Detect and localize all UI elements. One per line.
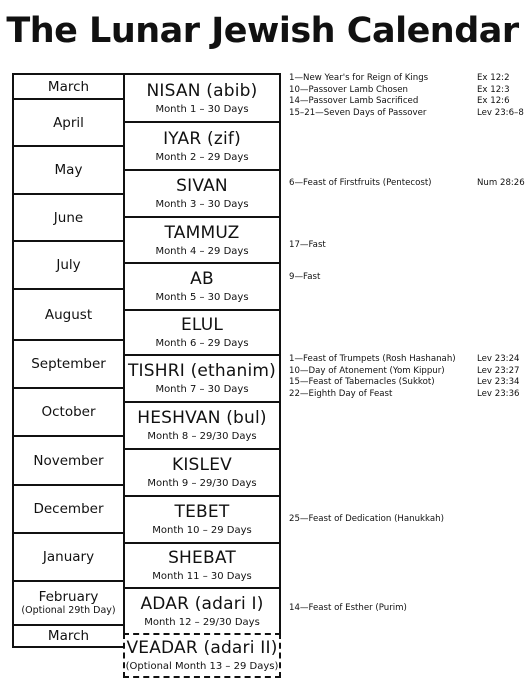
gregorian-month-name: April: [53, 114, 84, 131]
gregorian-month-name: March: [47, 78, 90, 95]
hebrew-month-length: Month 8 – 29/30 Days: [147, 431, 257, 442]
event-row: [289, 178, 525, 190]
hebrew-month-cell: [123, 354, 281, 403]
event-row: [289, 107, 524, 120]
event-text: 14—Passover Lamb Sacrificed: [289, 96, 419, 107]
event-reference: Ex 12:3: [477, 84, 510, 95]
event-row: [289, 354, 521, 366]
hebrew-month-name: IYAR (zif): [163, 128, 241, 149]
event-reference: Ex 12:2: [477, 73, 510, 83]
gregorian-month-cell: [12, 73, 125, 100]
hebrew-month-length: Month 9 – 29/30 Days: [147, 478, 257, 489]
hebrew-month-length: Month 11 – 30 Days: [152, 571, 252, 582]
event-row: [289, 514, 521, 526]
gregorian-month-name: August: [44, 306, 93, 323]
event-text: 9—Fast: [289, 272, 321, 282]
gregorian-month-cell: [12, 339, 125, 389]
gregorian-month-name: May: [54, 162, 83, 178]
gregorian-month-name: October: [41, 404, 96, 420]
hebrew-month-cell: [123, 448, 281, 497]
gregorian-month-name: February: [38, 589, 99, 605]
events-tebet: [289, 514, 521, 526]
hebrew-month-name: ADAR (adari I): [140, 593, 264, 614]
hebrew-month-cell: [123, 262, 281, 311]
gregorian-month-cell: [12, 288, 125, 341]
event-row: [289, 240, 521, 252]
hebrew-month-name: TEBET: [174, 502, 230, 522]
hebrew-month-name: TAMMUZ: [164, 222, 240, 243]
event-row: [289, 603, 521, 615]
hebrew-month-cell: [123, 169, 281, 218]
gregorian-month-name: December: [33, 501, 104, 517]
hebrew-month-length: Month 12 – 29/30 Days: [144, 616, 260, 628]
gregorian-month-cell: [12, 580, 125, 626]
hebrew-month-name: ELUL: [180, 315, 224, 335]
hebrew-month-name: HESHVAN (bul): [137, 408, 267, 428]
gregorian-month-name: September: [31, 356, 106, 372]
event-text: 15—Feast of Tabernacles (Sukkot): [289, 377, 435, 388]
event-row: [289, 366, 521, 378]
hebrew-month-length: Month 1 – 30 Days: [155, 103, 249, 115]
hebrew-month-length: Month 7 – 30 Days: [155, 384, 249, 395]
hebrew-month-cell: [123, 401, 281, 450]
hebrew-month-cell: [123, 495, 281, 544]
event-text: 10—Passover Lamb Chosen: [289, 84, 408, 95]
event-text: 1—Feast of Trumpets (Rosh Hashanah): [289, 354, 456, 364]
event-row: [289, 377, 521, 389]
gregorian-month-cell: [12, 145, 125, 195]
gregorian-month-cell: [12, 435, 125, 486]
gregorian-month-name: March: [47, 628, 90, 644]
event-reference: Num 28:26: [477, 178, 525, 188]
hebrew-month-length: Month 10 – 29 Days: [152, 525, 252, 536]
hebrew-month-length: Month 2 – 29 Days: [155, 151, 249, 163]
event-text: 25—Feast of Dedication (Hanukkah): [289, 514, 444, 524]
hebrew-month-length: (Optional Month 13 – 29 Days): [125, 661, 279, 672]
event-reference: Lev 23:34: [477, 377, 520, 388]
events-sivan: [289, 178, 525, 190]
event-text: 15–21—Seven Days of Passover: [289, 107, 427, 118]
gregorian-month-cell: [12, 98, 125, 147]
event-reference: Lev 23:27: [477, 365, 520, 376]
event-row: [289, 389, 521, 401]
event-row: [289, 272, 521, 284]
gregorian-month-note: (Optional 29th Day): [21, 605, 116, 616]
hebrew-month-name: TISHRI (ethanim): [127, 361, 277, 381]
gregorian-month-name: November: [33, 452, 104, 469]
event-reference: Lev 23:24: [477, 354, 520, 364]
hebrew-month-length: Month 3 – 30 Days: [155, 199, 249, 210]
gregorian-month-name: January: [42, 549, 95, 565]
hebrew-leap-month-cell: [123, 633, 281, 678]
hebrew-month-cell: [123, 121, 281, 171]
hebrew-month-name: VEADAR (adari II): [126, 638, 278, 658]
gregorian-month-cell: [12, 624, 125, 648]
event-text: 22—Eighth Day of Feast: [289, 388, 393, 399]
gregorian-month-cell: [12, 532, 125, 582]
page-title: The Lunar Jewish Calendar: [6, 11, 519, 51]
event-reference: Lev 23:6–8: [477, 107, 524, 118]
hebrew-month-cell: [123, 542, 281, 589]
event-row: [289, 73, 521, 85]
event-text: 17—Fast: [289, 240, 326, 250]
hebrew-month-length: Month 5 – 30 Days: [155, 292, 249, 303]
gregorian-month-cell: [12, 240, 125, 290]
gregorian-month-cell: [12, 484, 125, 534]
hebrew-month-cell: [123, 309, 281, 356]
gregorian-month-name: June: [53, 209, 84, 226]
hebrew-month-cell: [123, 73, 281, 123]
hebrew-month-name: AB: [190, 269, 214, 289]
gregorian-month-name: July: [56, 257, 81, 273]
event-reference: Ex 12:6: [477, 96, 510, 107]
event-text: 6—Feast of Firstfruits (Pentecost): [289, 178, 432, 188]
event-reference: Lev 23:36: [477, 388, 520, 399]
gregorian-month-cell: [12, 387, 125, 437]
hebrew-month-length: Month 4 – 29 Days: [155, 245, 249, 257]
events-tishri: [289, 354, 521, 400]
events-ab: [289, 272, 521, 284]
event-row: [289, 96, 521, 108]
hebrew-month-name: SHEBAT: [168, 548, 236, 568]
hebrew-month-name: KISLEV: [172, 455, 232, 475]
hebrew-month-cell: [123, 216, 281, 264]
hebrew-month-cell: [123, 587, 281, 635]
events-tammuz: [289, 240, 521, 252]
hebrew-month-name: NISAN (abib): [146, 80, 258, 101]
gregorian-month-cell: [12, 193, 125, 242]
event-text: 10—Day of Atonement (Yom Kippur): [289, 365, 445, 376]
event-text: 1—New Year's for Reign of Kings: [289, 73, 429, 83]
event-text: 14—Feast of Esther (Purim): [289, 603, 407, 613]
hebrew-month-length: Month 6 – 29 Days: [155, 338, 249, 349]
hebrew-month-name: SIVAN: [176, 176, 228, 196]
events-adar: [289, 603, 521, 615]
events-nisan: [289, 73, 524, 119]
event-row: [289, 85, 521, 97]
